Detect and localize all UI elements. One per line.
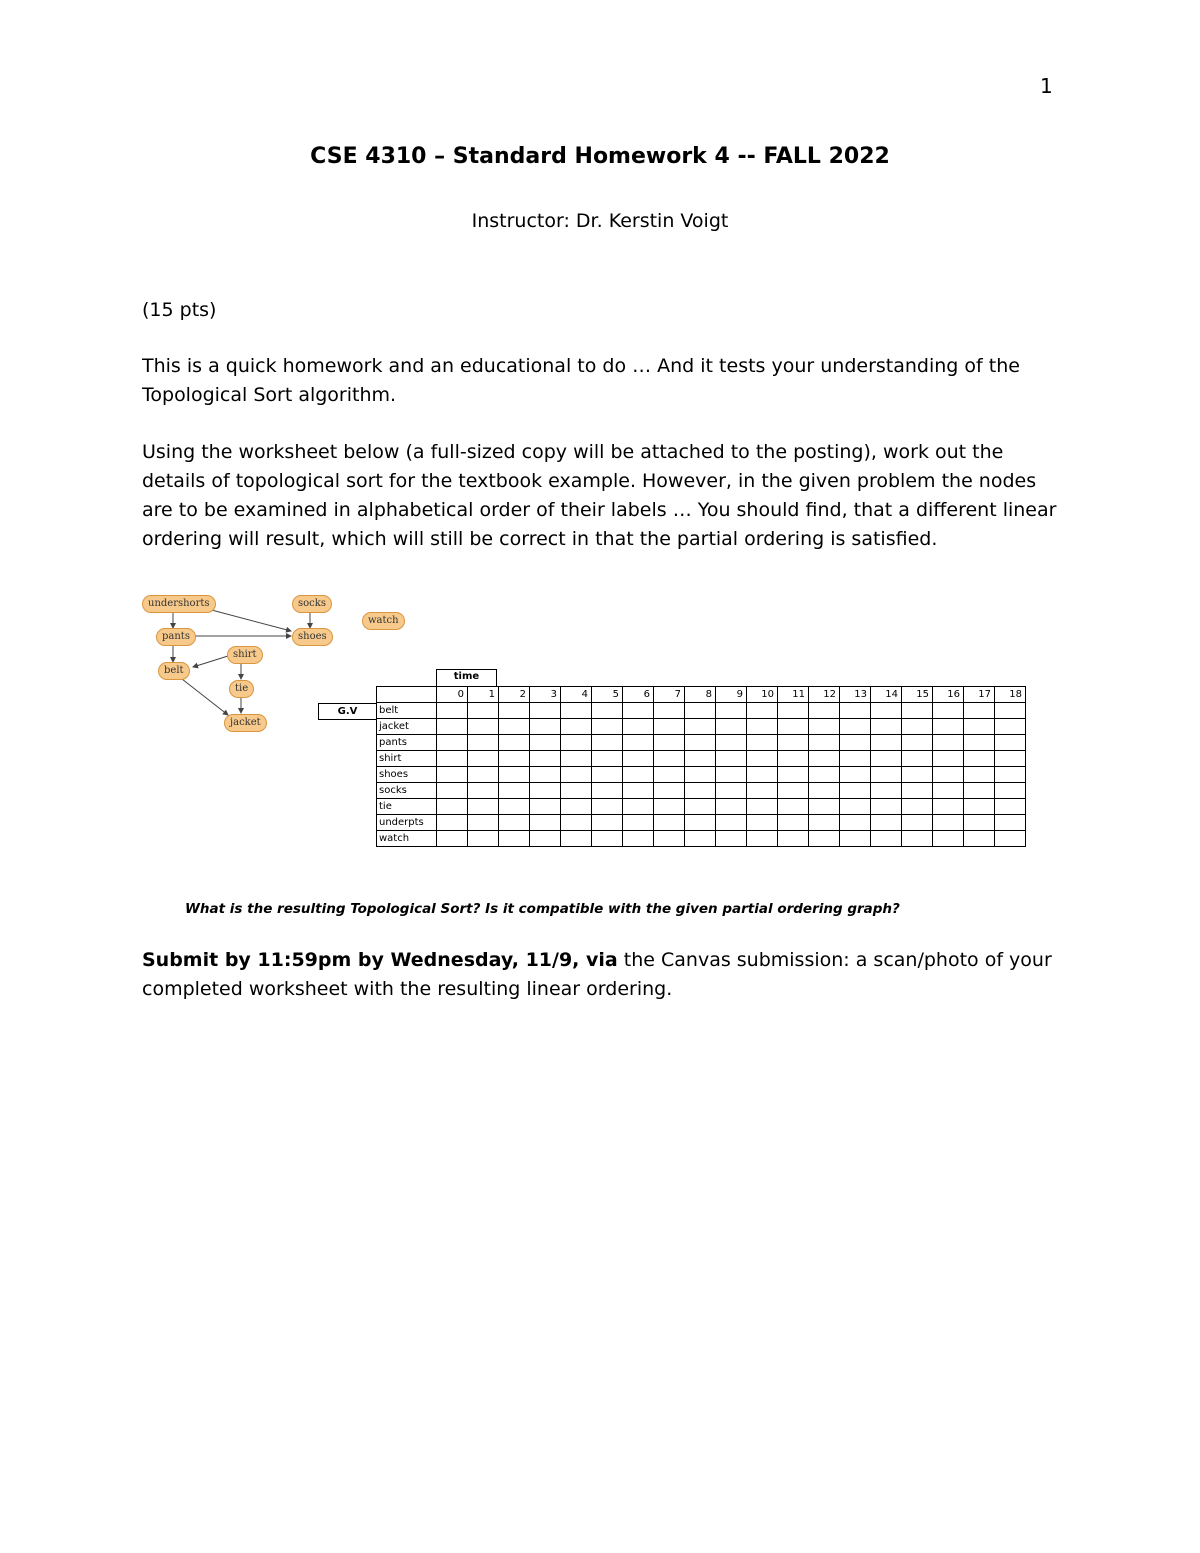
worksheet-cell	[933, 735, 964, 751]
worksheet-cell	[530, 703, 561, 719]
worksheet-cell	[995, 703, 1026, 719]
worksheet-cell	[468, 735, 499, 751]
worksheet-cell	[778, 703, 809, 719]
edge-undershorts-shoes	[204, 608, 291, 631]
worksheet-cell	[592, 703, 623, 719]
worksheet-cell	[809, 703, 840, 719]
worksheet-cell	[902, 751, 933, 767]
worksheet-row	[377, 735, 1026, 751]
node-pants: pants	[156, 628, 196, 646]
worksheet-cell	[561, 783, 592, 799]
page-number: 1	[1040, 74, 1053, 98]
worksheet-cell	[468, 815, 499, 831]
worksheet-cell	[654, 703, 685, 719]
row-label: belt	[377, 703, 437, 719]
worksheet-cell	[933, 719, 964, 735]
worksheet-cell	[716, 815, 747, 831]
worksheet-row	[377, 799, 1026, 815]
worksheet-cell	[592, 751, 623, 767]
worksheet-cell	[747, 767, 778, 783]
worksheet-cell	[778, 735, 809, 751]
worksheet-cell	[561, 799, 592, 815]
node-shoes: shoes	[292, 628, 333, 646]
worksheet-cell	[964, 719, 995, 735]
worksheet-cell	[654, 783, 685, 799]
time-label: time	[453, 671, 480, 682]
worksheet-cell	[840, 831, 871, 847]
worksheet-cell	[840, 751, 871, 767]
worksheet-cell	[530, 831, 561, 847]
worksheet-cell	[747, 751, 778, 767]
worksheet-cell	[592, 815, 623, 831]
worksheet-cell	[561, 751, 592, 767]
worksheet-cell	[437, 719, 468, 735]
worksheet-cell	[437, 767, 468, 783]
worksheet-cell	[716, 799, 747, 815]
time-header-cell: 14	[871, 687, 902, 703]
worksheet-cell	[995, 719, 1026, 735]
time-header-cell: 12	[809, 687, 840, 703]
question-line: What is the resulting Topological Sort? Is it compatible with the given partial ordering graph?	[185, 901, 900, 917]
worksheet-cell	[685, 783, 716, 799]
time-header-cell: 4	[561, 687, 592, 703]
row-label: shirt	[377, 751, 437, 767]
worksheet-row	[377, 703, 1026, 719]
worksheet-cell	[933, 751, 964, 767]
node-belt: belt	[158, 662, 190, 680]
worksheet-cell	[809, 719, 840, 735]
time-header-cell: 2	[499, 687, 530, 703]
worksheet-cell	[871, 767, 902, 783]
worksheet-cell	[964, 767, 995, 783]
edge-shirt-belt	[193, 656, 228, 667]
worksheet-cell	[499, 815, 530, 831]
worksheet-cell	[902, 783, 933, 799]
row-label: underpts	[377, 815, 437, 831]
worksheet-cell	[871, 751, 902, 767]
row-label: socks	[377, 783, 437, 799]
worksheet-cell	[871, 735, 902, 751]
time-header-cell: 6	[623, 687, 654, 703]
worksheet-cell	[654, 799, 685, 815]
worksheet-cell	[964, 735, 995, 751]
worksheet-cell	[437, 703, 468, 719]
worksheet-cell	[871, 799, 902, 815]
worksheet-row	[377, 831, 1026, 847]
worksheet-cell	[995, 735, 1026, 751]
worksheet-cell	[933, 703, 964, 719]
worksheet-cell	[747, 783, 778, 799]
worksheet-cell	[468, 831, 499, 847]
worksheet-cell	[747, 703, 778, 719]
worksheet-cell	[623, 703, 654, 719]
worksheet-cell	[561, 719, 592, 735]
worksheet-cell	[716, 831, 747, 847]
worksheet-cell	[871, 719, 902, 735]
worksheet-cell	[437, 799, 468, 815]
submit-paragraph	[142, 946, 1072, 1004]
worksheet-cell	[623, 783, 654, 799]
worksheet-cell	[840, 735, 871, 751]
worksheet-cell	[468, 783, 499, 799]
worksheet-cell	[468, 703, 499, 719]
worksheet-cell	[499, 799, 530, 815]
worksheet-cell	[437, 831, 468, 847]
worksheet-cell	[623, 735, 654, 751]
worksheet-cell	[623, 815, 654, 831]
worksheet-cell	[964, 751, 995, 767]
row-label: shoes	[377, 767, 437, 783]
time-header-cell: 3	[530, 687, 561, 703]
worksheet-header-row	[377, 687, 1026, 703]
worksheet-cell	[530, 783, 561, 799]
worksheet-cell	[964, 815, 995, 831]
worksheet-cell	[995, 767, 1026, 783]
worksheet-cell	[902, 767, 933, 783]
gv-label: G.V	[318, 703, 377, 720]
worksheet-cell	[747, 719, 778, 735]
worksheet-cell	[685, 815, 716, 831]
worksheet-cell	[561, 735, 592, 751]
worksheet-cell	[592, 767, 623, 783]
worksheet-cell	[964, 831, 995, 847]
header-corner-cell	[377, 687, 437, 703]
worksheet-cell	[716, 735, 747, 751]
worksheet-cell	[592, 735, 623, 751]
worksheet-cell	[902, 735, 933, 751]
time-header-cell: 7	[654, 687, 685, 703]
worksheet-cell	[685, 751, 716, 767]
worksheet-cell	[592, 799, 623, 815]
worksheet-cell	[437, 815, 468, 831]
worksheet-cell	[499, 719, 530, 735]
worksheet-cell	[530, 719, 561, 735]
worksheet-cell	[995, 799, 1026, 815]
time-header-cell: 10	[747, 687, 778, 703]
row-label: watch	[377, 831, 437, 847]
worksheet-cell	[623, 751, 654, 767]
worksheet-cell	[623, 831, 654, 847]
worksheet-cell	[995, 815, 1026, 831]
worksheet-cell	[840, 799, 871, 815]
worksheet-cell	[809, 815, 840, 831]
worksheet-cell	[747, 799, 778, 815]
worksheet-cell	[561, 703, 592, 719]
worksheet-cell	[840, 815, 871, 831]
worksheet-cell	[437, 735, 468, 751]
worksheet-cell	[468, 751, 499, 767]
worksheet-table	[376, 686, 1026, 847]
worksheet-cell	[871, 783, 902, 799]
worksheet-cell	[902, 719, 933, 735]
worksheet-cell	[747, 735, 778, 751]
worksheet-cell	[530, 799, 561, 815]
worksheet-cell	[902, 799, 933, 815]
worksheet-cell	[902, 815, 933, 831]
intro-paragraph: This is a quick homework and an educational to do … And it tests your understanding of the Topological Sort algorithm.	[142, 355, 1020, 406]
points-line: (15 pts)	[142, 299, 217, 321]
worksheet-row	[377, 815, 1026, 831]
row-label: tie	[377, 799, 437, 815]
worksheet-cell	[809, 831, 840, 847]
worksheet-cell	[995, 783, 1026, 799]
worksheet-cell	[809, 799, 840, 815]
worksheet-cell	[654, 767, 685, 783]
worksheet-cell	[716, 751, 747, 767]
worksheet-cell	[530, 815, 561, 831]
worksheet-cell	[654, 735, 685, 751]
worksheet-cell	[778, 783, 809, 799]
worksheet-cell	[964, 703, 995, 719]
worksheet-cell	[623, 719, 654, 735]
worksheet-cell	[716, 783, 747, 799]
worksheet-cell	[871, 703, 902, 719]
node-undershorts: undershorts	[142, 595, 216, 613]
worksheet-cell	[747, 831, 778, 847]
worksheet-cell	[778, 831, 809, 847]
worksheet-cell	[468, 767, 499, 783]
page-title: CSE 4310 – Standard Homework 4 -- FALL 2022	[310, 144, 890, 169]
worksheet-cell	[499, 703, 530, 719]
time-header-cell: 17	[964, 687, 995, 703]
worksheet-cell	[592, 831, 623, 847]
worksheet-cell	[778, 815, 809, 831]
worksheet-cell	[654, 751, 685, 767]
time-header-cell: 8	[685, 687, 716, 703]
worksheet-cell	[623, 767, 654, 783]
worksheet-cell	[933, 815, 964, 831]
worksheet-row	[377, 719, 1026, 735]
worksheet-cell	[530, 735, 561, 751]
time-header-cell: 9	[716, 687, 747, 703]
time-header-cell: 1	[468, 687, 499, 703]
worksheet-row	[377, 751, 1026, 767]
node-tie: tie	[229, 680, 254, 698]
node-watch: watch	[362, 612, 405, 630]
time-header-cell: 16	[933, 687, 964, 703]
worksheet-cell	[840, 703, 871, 719]
worksheet-cell	[561, 815, 592, 831]
worksheet-cell	[778, 719, 809, 735]
worksheet-cell	[654, 719, 685, 735]
worksheet-cell	[778, 799, 809, 815]
node-shirt: shirt	[227, 646, 263, 664]
worksheet-cell	[933, 783, 964, 799]
worksheet-cell	[809, 767, 840, 783]
worksheet-cell	[716, 719, 747, 735]
worksheet-cell	[437, 783, 468, 799]
worksheet-cell	[809, 751, 840, 767]
time-header-cell: 0	[437, 687, 468, 703]
worksheet-cell	[499, 831, 530, 847]
worksheet-cell	[902, 831, 933, 847]
worksheet-cell	[840, 783, 871, 799]
worksheet-cell	[685, 703, 716, 719]
worksheet-cell	[778, 751, 809, 767]
instructions-paragraph: Using the worksheet below (a full-sized copy will be attached to the posting), work out the details of topological sort for the textbook example. However, in the given problem the nodes are to be examined in alphabetical order of their labels … You should find, that a different linear ordering will result, which will still be correct in that the partial ordering is satisfied.	[142, 441, 1057, 550]
worksheet-cell	[809, 735, 840, 751]
worksheet-cell	[530, 767, 561, 783]
worksheet-cell	[561, 767, 592, 783]
row-label: pants	[377, 735, 437, 751]
worksheet-cell	[685, 767, 716, 783]
worksheet-cell	[468, 719, 499, 735]
worksheet-cell	[654, 831, 685, 847]
worksheet-cell	[995, 751, 1026, 767]
worksheet-cell	[933, 767, 964, 783]
worksheet-cell	[747, 815, 778, 831]
worksheet-cell	[592, 783, 623, 799]
worksheet-cell	[902, 703, 933, 719]
submit-details: the Canvas submission: a scan/photo of your completed worksheet with the resulting linear ordering.	[142, 949, 1052, 1000]
worksheet-cell	[499, 735, 530, 751]
worksheet-row	[377, 783, 1026, 799]
worksheet-cell	[871, 815, 902, 831]
worksheet-cell	[716, 767, 747, 783]
worksheet-cell	[933, 831, 964, 847]
worksheet-cell	[778, 767, 809, 783]
instructor-line: Instructor: Dr. Kerstin Voigt	[471, 210, 729, 232]
worksheet-cell	[809, 783, 840, 799]
node-socks: socks	[292, 595, 332, 613]
edge-belt-jacket	[182, 679, 228, 715]
worksheet-cell	[530, 751, 561, 767]
worksheet-cell	[685, 735, 716, 751]
worksheet-cell	[685, 799, 716, 815]
row-label: jacket	[377, 719, 437, 735]
worksheet-cell	[995, 831, 1026, 847]
submit-deadline: Submit by 11:59pm by Wednesday, 11/9, via	[142, 949, 618, 971]
worksheet-cell	[437, 751, 468, 767]
worksheet-cell	[716, 703, 747, 719]
worksheet-cell	[871, 831, 902, 847]
node-jacket: jacket	[224, 714, 267, 732]
time-header-cell: 15	[902, 687, 933, 703]
worksheet-cell	[654, 815, 685, 831]
time-header-cell: 13	[840, 687, 871, 703]
worksheet-cell	[499, 783, 530, 799]
worksheet-cell	[840, 767, 871, 783]
worksheet-cell	[592, 719, 623, 735]
time-header-cell: 5	[592, 687, 623, 703]
worksheet-cell	[685, 719, 716, 735]
worksheet-cell	[561, 831, 592, 847]
worksheet-row	[377, 767, 1026, 783]
worksheet-cell	[933, 799, 964, 815]
worksheet-cell	[840, 719, 871, 735]
time-header-cell: 18	[995, 687, 1026, 703]
worksheet-cell	[964, 799, 995, 815]
worksheet-cell	[468, 799, 499, 815]
worksheet-cell	[685, 831, 716, 847]
worksheet-cell	[623, 799, 654, 815]
time-header-cell: 11	[778, 687, 809, 703]
worksheet-cell	[964, 783, 995, 799]
worksheet-cell	[499, 751, 530, 767]
worksheet-cell	[499, 767, 530, 783]
